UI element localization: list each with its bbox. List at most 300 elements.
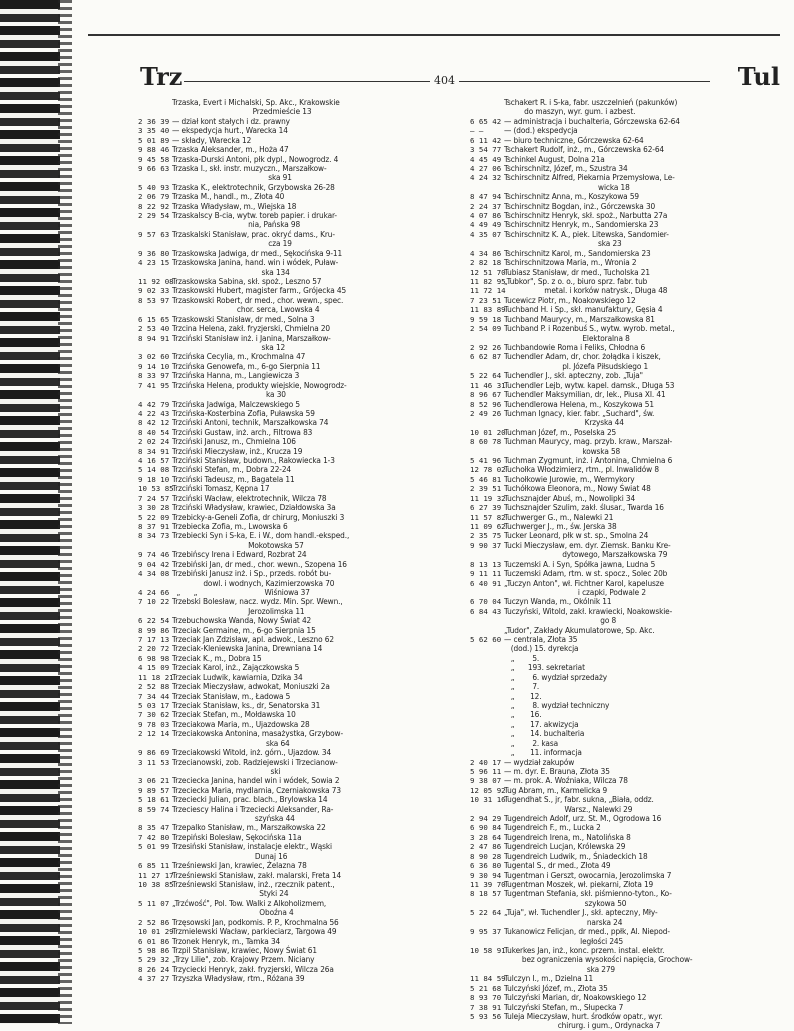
- entry-text: Trzaska Aleksander, m., Hoża 47: [172, 144, 289, 155]
- phone-number: 5 29 32: [138, 955, 170, 965]
- phone-number: 8 34 91: [138, 446, 170, 456]
- entry-text: Trzcińska-Kosterbina Zofia, Puławska 59: [172, 407, 315, 418]
- entry-text: Trzeciak Germaine, m., 6-go Sierpnia 15: [172, 624, 316, 635]
- phone-number: 5 46 81: [470, 474, 502, 484]
- phone-number: [138, 541, 172, 550]
- phone-number: 2 82 18: [470, 258, 502, 268]
- entry-text: Trzeciakowska Antonina, masażystka, Grzybow-: [172, 728, 344, 739]
- page-top-rule: [88, 34, 780, 44]
- entry-text: Trzepalko Stanisław, m., Marszałkowska 22: [172, 822, 326, 833]
- phone-number: 2 94 29: [470, 814, 502, 824]
- phone-number: 4 24 32: [470, 173, 502, 183]
- entry-text: Trzciński Tomasz, Kępna 17: [172, 483, 270, 494]
- phone-number: 7 23 51: [470, 295, 502, 305]
- phone-number: 4 24 66: [138, 587, 170, 597]
- entry-text: — wydział zakupów: [504, 756, 575, 767]
- phone-number: 11 82 95: [470, 277, 506, 287]
- entry-text: Trzaska K., elektrotechnik, Grzybowska 26-28: [172, 181, 335, 192]
- entry-text: Trzeciecka Maria, mydlarnia, Czerniakowska 73: [172, 784, 341, 795]
- entry-text: Tuchendlerowa Helena, m., Koszykowa 51: [504, 398, 654, 409]
- entry-text: Trześniewski Jan, krawiec, Żelazna 78: [172, 860, 307, 871]
- phone-number: 4 34 86: [470, 248, 502, 258]
- phone-number: 3 02 60: [138, 352, 170, 362]
- entry-text: pl. Józefa Piłsudskiego 1: [504, 360, 649, 371]
- phone-number: 8 59 74: [138, 804, 170, 814]
- entry-text: Trzciński Antoni, technik, Marszałkowska 74: [172, 417, 329, 428]
- entry-text: Trzcina Helena, zakł. fryzjerski, Chmielna 20: [172, 323, 331, 334]
- phone-number: [470, 663, 504, 672]
- phone-number: [138, 173, 172, 182]
- entry-text: Trzeciak Stanisław, m., Ładowa 5: [172, 690, 291, 701]
- phone-number: 7 10 22: [138, 597, 170, 607]
- phone-number: 11 46 31: [470, 380, 506, 390]
- phone-number: 9 04 42: [138, 559, 170, 569]
- entry-text: Trzeciak-Kleniewska Janina, Drewniana 14: [172, 643, 323, 654]
- entry-text: Tuchwerger G., m., Nalewki 21: [504, 511, 614, 522]
- phone-number: 11 39 70: [470, 880, 506, 890]
- entry-text: Trzcińska Genowefa, m., 6-go Sierpnia 11: [172, 360, 321, 371]
- phone-number: 5 01 89: [138, 135, 170, 145]
- entry-text: Trzebicky-a-Geneli Zofia, dr chirurg, Moniuszki 3: [172, 511, 345, 522]
- book-binding-edge: [0, 0, 60, 1024]
- entry-text: Trzaska M., handl., m., Złota 40: [172, 191, 285, 202]
- entry-text: Trzciński Stefan, m., Dobra 22-24: [172, 464, 292, 475]
- phone-number: 2 52 86: [138, 917, 170, 927]
- phone-number: 7 30 62: [138, 710, 170, 720]
- entry-text: Tuchband Maurycy, m., Marszałkowska 81: [504, 313, 655, 324]
- entry-text: Krzyska 44: [504, 417, 624, 428]
- entry-text: Tschirschnitz K. A., piek. Litewska, Sandomier-: [504, 228, 669, 239]
- entry-text: Tugendreich Irena, m., Natolińska 8: [504, 831, 631, 842]
- entry-text: i czapki, Podwale 2: [504, 586, 646, 597]
- entry-text: cza 19: [172, 238, 292, 249]
- entry-text: Tukanowicz Felicjan, dr med., ppłk, Al. Niepod-: [504, 926, 670, 937]
- entry-text: Trzeciak Stefan, m., Mołdawska 10: [172, 709, 296, 720]
- phone-number: [470, 965, 504, 974]
- entry-text: Tuczyn Wanda, m., Okólnik 11: [504, 596, 612, 607]
- entry-text: Trzeciescy Halina i Trzeciecki Aleksander, Ra-: [172, 803, 334, 814]
- phone-number: 2 53 40: [138, 324, 170, 334]
- phone-number: 6 70 04: [470, 597, 502, 607]
- entry-text: Tucewicz Piotr, m., Noakowskiego 12: [504, 294, 636, 305]
- entry-text: Trzciński Stanisław inż. i Janina, Marszałkow-: [172, 332, 331, 343]
- phone-number: [470, 918, 504, 927]
- phone-number: 2 06 79: [138, 192, 170, 202]
- phone-number: 8 60 78: [470, 437, 502, 447]
- entry-text: Trzciński Mieczysław, inż., Krucza 19: [172, 445, 303, 456]
- entry-text: go 8: [504, 615, 617, 626]
- phone-number: 4 07 86: [470, 211, 502, 221]
- phone-number: 4 37 27: [138, 974, 170, 984]
- entry-text: Tugentman Moszek, wł. piekarni, Złota 19: [504, 879, 654, 890]
- phone-number: 4 16 57: [138, 456, 170, 466]
- phone-number: 4 34 08: [138, 569, 170, 579]
- entry-text: Tuchendler Adam, dr, chor. żołądka i kiszek,: [504, 351, 661, 362]
- entry-text: Trzciński Stanisław, budown., Rakowiecka 1-3: [172, 455, 335, 466]
- entry-text: Trzaskalski Stanisław, prac. okryć dams., Kru-: [172, 228, 335, 239]
- entry-text: Tukerkes Jan, inż., konc. przem. instal. elektr.: [504, 944, 665, 955]
- entry-text: ska 279: [504, 963, 616, 974]
- phone-number: 9 95 37: [470, 927, 502, 937]
- entry-text: ska 134: [172, 266, 290, 277]
- entry-text: ska 23: [504, 238, 622, 249]
- entry-text: ległości 245: [504, 935, 624, 946]
- phone-number: 9 38 07: [470, 776, 502, 786]
- phone-number: [138, 579, 172, 588]
- entry-text: ska 12: [172, 341, 286, 352]
- entry-text: Tugental S., dr med., Złota 49: [504, 860, 611, 871]
- entry-text: — (dod.) ekspedycja: [504, 125, 578, 136]
- phone-number: 2 40 17: [470, 757, 502, 767]
- phone-number: 8 94 91: [138, 333, 170, 343]
- entry-text: — ekspedycja hurt., Warecka 14: [172, 125, 288, 136]
- entry-text: Trzaska Władysław, m., Wiejska 18: [172, 200, 297, 211]
- page-number: 404: [430, 74, 459, 87]
- entry-text: kowska 58: [504, 445, 621, 456]
- entry-text: Tuchman Ignacy, kier. fabr. „Suchard", św.: [504, 407, 655, 418]
- entry-text: Trzebiński Jan, dr med., chor. wewn., Szopena 16: [172, 558, 347, 569]
- phone-number: [470, 447, 504, 456]
- entry-text: Tuchendler Lejb, wytw. kapel. damsk., Długa 53: [504, 379, 675, 390]
- entry-text: Tschirschnitz, Józef, m., Szustra 34: [504, 162, 628, 173]
- phone-number: [470, 701, 504, 710]
- phone-number: [138, 767, 172, 776]
- phone-number: [470, 729, 504, 738]
- phone-number: 3 06 21: [138, 776, 170, 786]
- entry-text: Trzmielewski Wacław, parkieciarz, Targowa 49: [172, 926, 337, 937]
- phone-number: 4 45 49: [470, 154, 502, 164]
- phone-number: [470, 644, 504, 653]
- phone-number: [470, 673, 504, 682]
- left-column: [138, 98, 458, 1018]
- header-left-word: Trz: [140, 62, 183, 91]
- entry-text: — biuro techniczne, Górczewska 62-64: [504, 134, 644, 145]
- phone-number: 9 36 80: [138, 248, 170, 258]
- entry-text: Tschirschnitz Anna, m., Koszykowa 59: [504, 191, 640, 202]
- phone-number: 6 90 84: [470, 823, 502, 833]
- entry-text: dytowego, Marszałkowska 79: [504, 549, 668, 560]
- phone-number: 3 30 28: [138, 503, 170, 513]
- entry-text: Trzaskowska Jadwiga, dr med., Sękocińska 9-11: [172, 247, 343, 258]
- right-column: [470, 97, 780, 1031]
- phone-number: 4 27 06: [470, 163, 502, 173]
- entry-text: Tuczemski A. i Syn, Spółka jawna, Ludna 5: [504, 558, 656, 569]
- entry-text: Tuchbandowie Roma i Feliks, Chłodna 6: [504, 341, 646, 352]
- phone-number: 8 42 12: [138, 418, 170, 428]
- entry-text: „ 12.: [504, 690, 542, 701]
- entry-text: Tschirschnitz Alfred, Piekarnia Przemysłowa, Le-: [504, 172, 675, 183]
- entry-text: ska 91: [172, 172, 292, 183]
- phone-number: 2 52 88: [138, 682, 170, 692]
- entry-text: Tuleja Mieczysław, hurt. środków opatr., wyr.: [504, 1010, 663, 1021]
- entry-text: Trzaska I., skł. instr. muzyczn., Marszałkow-: [172, 162, 327, 173]
- entry-text: — centrala, Złota 35: [504, 634, 578, 645]
- entry-text: Trzeciak Karol, inż., Zajączkowska 5: [172, 662, 300, 673]
- phone-number: 6 40 91: [470, 578, 502, 588]
- entry-text: Trzesiński Stanisław, instalacje elektr., Wąski: [172, 841, 332, 852]
- phone-number: 9 18 10: [138, 474, 170, 484]
- entry-text: Tuchsznajder Abuś, m., Nowolipki 34: [504, 492, 636, 503]
- header-right-word: Tul: [737, 62, 780, 91]
- entry-text: Tuchendler Maksymilian, dr, lek., Piusa XI. 41: [504, 389, 666, 400]
- directory-entry: [470, 1021, 780, 1030]
- entry-text: chirurg. i gum., Ordynacka 7: [504, 1020, 661, 1031]
- phone-number: 11 18 21: [138, 672, 174, 682]
- entry-text: Tugendreich Lucjan, Królewska 29: [504, 841, 626, 852]
- phone-number: 5 03 17: [138, 701, 170, 710]
- entry-text: Trzciński Wacław, elektrotechnik, Wilcza 78: [172, 492, 327, 503]
- phone-number: 5 22 64: [470, 371, 502, 381]
- phone-number: 6 84 43: [470, 606, 502, 616]
- phone-number: 4 15 09: [138, 663, 170, 673]
- phone-number: [138, 739, 172, 748]
- phone-number: [470, 616, 504, 625]
- phone-number: [138, 343, 172, 352]
- phone-number: 11 92 08: [138, 277, 174, 287]
- entry-text: Tugentman Stefania, skł. piśmienno-tyton., Ko-: [504, 888, 672, 899]
- phone-number: [138, 908, 172, 917]
- entry-text: ski: [172, 765, 281, 776]
- entry-text: „ 193. sekretariat: [504, 662, 585, 673]
- phone-number: 2 24 37: [470, 201, 502, 211]
- phone-number: 5 21 68: [470, 983, 502, 993]
- entry-text: Tschirschnitz Henryk, skł. spoż., Narbutta 27a: [504, 210, 668, 221]
- entry-text: Trześniewski Stanisław, inż., rzecznik patent.,: [172, 879, 335, 890]
- phone-number: 9 30 94: [470, 870, 502, 880]
- phone-number: 5 14 08: [138, 465, 170, 475]
- phone-number: 3 54 77: [470, 145, 502, 155]
- phone-number: 8 33 97: [138, 371, 170, 381]
- entry-text: Tugendreich Adolf, urz. St. M., Ogrodowa 16: [504, 813, 662, 824]
- entry-text: Trzeciak Stanisław, ks., dr, Senatorska 31: [172, 700, 321, 710]
- phone-number: 8 47 94: [470, 192, 502, 202]
- phone-number: 6 36 80: [470, 861, 502, 871]
- phone-number: 8 13 13: [470, 559, 502, 569]
- entry-text: „ 5.: [504, 652, 540, 663]
- phone-number: [470, 937, 504, 946]
- phone-number: 2 12 14: [138, 729, 170, 739]
- phone-number: 8 26 24: [138, 964, 170, 974]
- entry-text: Tucki Mieczysław, em. dyr. Ziemsk. Banku Kre-: [504, 539, 671, 550]
- phone-number: 9 57 63: [138, 229, 170, 239]
- phone-number: [470, 899, 504, 908]
- phone-number: 8 99 86: [138, 625, 170, 635]
- phone-number: 6 98 98: [138, 653, 170, 663]
- phone-number: 8 18 57: [470, 889, 502, 899]
- phone-number: 4 23 15: [138, 258, 170, 268]
- phone-number: 8 37 91: [138, 521, 170, 531]
- entry-text: Tuchman Zygmunt, inż. i Antonina, Chmielna 6: [504, 455, 673, 466]
- entry-text: Tulczyński Marian, dr, Noakowskiego 12: [504, 992, 647, 1003]
- phone-number: 8 53 97: [138, 295, 170, 305]
- phone-number: 9 89 57: [138, 785, 170, 795]
- phone-number: 5 62 60: [470, 635, 502, 645]
- directory-entry: [138, 974, 458, 983]
- entry-text: Trzecianowski, zob. Radziejewski i Trzecianow-: [172, 756, 338, 767]
- phone-number: 6 65 42: [470, 116, 502, 126]
- phone-number: 5 96 11: [470, 766, 502, 776]
- entry-text: Trzęsowski Jan, podkomis. P. P., Krochmalna 56: [172, 916, 339, 927]
- phone-number: [470, 418, 504, 427]
- phone-number: 7 17 13: [138, 635, 170, 645]
- phone-number: 4 42 79: [138, 399, 170, 409]
- entry-text: Tschakert R. i S-ka, fabr. uszczelnień (pakunków): [504, 97, 678, 107]
- entry-text: Tuchsznajder Szulim, zakł. ślusar., Twarda 16: [504, 502, 664, 513]
- phone-number: 10 01 29: [138, 927, 174, 937]
- entry-text: Dunaj 16: [172, 850, 288, 861]
- phone-number: 4 35 07: [470, 229, 502, 239]
- phone-number: [138, 852, 172, 861]
- entry-text: Trzeciak Ludwik, kawiarnia, Dzika 34: [172, 671, 303, 682]
- entry-text: Jerozolimska 11: [172, 605, 305, 616]
- entry-text: Trzeciakowski Witold, inż. górn., Ujazdow. 34: [172, 747, 332, 758]
- phone-number: 11 84 59: [470, 974, 506, 984]
- entry-text: Tugendreich F., m., Lucka 2: [504, 822, 601, 833]
- phone-number: 10 31 16: [470, 795, 506, 805]
- entry-text: Trzaskowski Robert, dr med., chor. wewn., spec.: [172, 294, 344, 305]
- phone-number: 12 05 92: [470, 785, 506, 795]
- entry-text: szyńska 44: [172, 813, 295, 824]
- phone-number: 7 38 91: [470, 1002, 502, 1012]
- entry-text: Trzcińska Cecylia, m., Krochmalna 47: [172, 351, 306, 362]
- phone-number: 5 22 09: [138, 512, 170, 522]
- entry-text: Trzonek Henryk, m., Tamka 34: [172, 935, 281, 946]
- phone-number: 8 40 54: [138, 427, 170, 437]
- entry-text: „ „ Wiśniowa 37: [172, 586, 310, 597]
- entry-text: narska 24: [504, 916, 623, 927]
- entry-text: chor. serca, Lwowska 4: [172, 304, 320, 315]
- phone-number: 10 53 85: [138, 484, 174, 494]
- entry-text: — m. prok. A. Woźniaka, Wilcza 78: [504, 775, 628, 786]
- entry-text: Trzaskowski Hubert, magister farm., Grójecka 45: [172, 285, 347, 296]
- phone-number: 8 93 70: [470, 993, 502, 1003]
- phone-number: [470, 955, 504, 964]
- entry-text: Tuchołka Włodzimierz, rtm., pl. Inwalidów 8: [504, 464, 659, 475]
- entry-text: „ 17. akwizycja: [504, 718, 579, 729]
- entry-text: Trzcińska Helena, produkty wiejskie, Nowogrodz-: [172, 379, 347, 390]
- entry-text: Trzebiński Janusz inż. i Sp., przeds. robót bu-: [172, 568, 332, 579]
- phone-number: 2 29 54: [138, 211, 170, 221]
- entry-text: „Tuja", wł. Tuchendler J., skł. apteczny, Mły-: [504, 907, 658, 918]
- phone-number: [470, 748, 504, 757]
- phone-number: 5 41 96: [470, 456, 502, 466]
- phone-number: [470, 588, 504, 597]
- entry-text: bez ograniczenia wysokości napięcia, Grochow-: [504, 954, 693, 965]
- phone-number: 6 85 11: [138, 861, 170, 871]
- phone-number: 7 42 80: [138, 832, 170, 842]
- phone-number: 4 22 43: [138, 408, 170, 418]
- entry-text: Trzeciak K., m., Dobra 15: [172, 652, 262, 663]
- entry-text: Warsz., Nalewki 29: [504, 803, 633, 814]
- phone-number: [470, 710, 504, 719]
- phone-number: 10 38 85: [138, 880, 174, 890]
- entry-text: Tschirschnitzowa Maria, m., Wronia 2: [504, 257, 637, 268]
- phone-number: 2 02 24: [138, 437, 170, 447]
- phone-number: 11 72 14: [470, 286, 506, 296]
- phone-number: 6 27 39: [470, 503, 502, 513]
- entry-text: „ 2. kasa: [504, 737, 558, 748]
- entry-text: Tulczyński Stefan, m., Słupecka 7: [504, 1001, 624, 1012]
- phone-number: 3 28 64: [470, 832, 502, 842]
- phone-number: [138, 239, 172, 248]
- entry-text: „Tudor", Zakłady Akumulatorowe, Sp. Akc.: [504, 624, 655, 635]
- phone-number: 9 59 18: [470, 314, 502, 324]
- entry-text: Tschirschnitz Henryk, m., Sandomierska 23: [504, 219, 659, 230]
- entry-text: Tucker Leonard, płk w st. sp., Smolna 24: [504, 530, 649, 541]
- phone-number: 11 19 32: [470, 493, 506, 503]
- entry-text: — składy, Warecka 12: [172, 134, 252, 145]
- entry-text: do maszyn, wyr. gum. i azbest.: [504, 106, 636, 117]
- entry-text: — dział kont stałych i dz. prawny: [172, 115, 290, 126]
- entry-text: ska 64: [172, 737, 290, 748]
- entry-text: Trzciński Janusz, m., Chmielna 106: [172, 436, 296, 447]
- entry-text: Trzaska-Durski Antoni, płk dypl., Nowogrodz. 4: [172, 153, 339, 164]
- phone-number: [470, 239, 504, 248]
- entry-text: Tuchman Maurycy, mag. przyb. kraw., Marszał-: [504, 436, 673, 447]
- entry-text: Trzeciecki Julian, prac. blach., Brylowska 14: [172, 794, 328, 805]
- phone-number: 8 90 28: [470, 851, 502, 861]
- entry-text: Trześniewski Stanisław, zakł. malarski, Freta 14: [172, 869, 342, 880]
- phone-number: 5 11 07: [138, 898, 170, 908]
- entry-text: Tugendhat S., jr, fabr. sukna, „Biała, oddz.: [504, 794, 654, 805]
- entry-text: Tuczyński, Witold, zakł. krawiecki, Noakowskie-: [504, 605, 673, 616]
- phone-number: 9 74 46: [138, 550, 170, 560]
- phone-number: 9 02 33: [138, 286, 170, 296]
- phone-number: 8 35 47: [138, 823, 170, 833]
- entry-text: Oboźna 4: [172, 907, 294, 918]
- entry-text: Trzebuchowska Wanda, Nowy Świat 42: [172, 615, 312, 626]
- entry-text: Tuczemski Adam, rtm. w st. spocz., Solec 20b: [504, 568, 668, 579]
- entry-text: „ 14. buchalteria: [504, 728, 585, 739]
- entry-text: Tuchendler J., skł. apteczny, zob. „Tuja": [504, 370, 643, 381]
- phone-number: 9 88 46: [138, 145, 170, 155]
- entry-text: — administracja i buchalteria, Górczewska 62-64: [504, 115, 680, 126]
- entry-text: szykowa 50: [504, 897, 627, 908]
- phone-number: 5 22 64: [470, 908, 502, 918]
- entry-text: „Trzy Lilie", zob. Krajowy Przem. Niciany: [172, 954, 315, 965]
- entry-text: Trzcińska Jadwiga, Malczewskiego 5: [172, 398, 300, 409]
- phone-number: [138, 814, 172, 823]
- entry-text: Tuchółkowa Eleonora, m., Nowy Świat 48: [504, 483, 651, 494]
- entry-text: Trzyciecki Henryk, zakł. fryzjerski, Wilcza 26a: [172, 963, 334, 974]
- phone-number: 6 22 54: [138, 616, 170, 626]
- entry-text: Trzciński Gustaw, inż. arch., Filtrowa 83: [172, 426, 313, 437]
- phone-number: [470, 739, 504, 748]
- phone-number: 2 35 75: [470, 531, 502, 541]
- entry-text: Trzeciak Mieczysław, adwokat, Moniuszki 2a: [172, 681, 330, 692]
- phone-number: 5 98 86: [138, 945, 170, 955]
- entry-text: Trzaskalscy B-cia, wytw. toreb papier. i drukar-: [172, 210, 337, 221]
- phone-number: 5 18 61: [138, 795, 170, 805]
- entry-text: „Tuczyn Anton", wł. Fichtner Karol, kapelusze: [504, 577, 664, 588]
- phone-number: 6 01 86: [138, 936, 170, 946]
- phone-number: 12 78 02: [470, 465, 506, 475]
- entry-text: Trzebiecka Zofia, m., Lwowska 6: [172, 520, 288, 531]
- entry-text: Trzeciakowa Maria, m., Ujazdowska 28: [172, 718, 310, 729]
- phone-number: 9 78 03: [138, 719, 170, 729]
- entry-text: Tug Abram, m., Karmelicka 9: [504, 784, 608, 795]
- phone-number: 5 40 93: [138, 182, 170, 192]
- entry-text: Trzaskowska Sabina, skł. spoż., Leszno 57: [172, 276, 322, 287]
- entry-text: Tugentman i Gerszt, owocarnia, Jerozolimska 7: [504, 869, 672, 880]
- phone-number: 7 34 44: [138, 691, 170, 701]
- entry-text: dowl. i wodnych, Kazimierzowska 70: [172, 577, 335, 588]
- entry-text: Tschirschnitz Bogdan, inż., Górczewska 30: [504, 200, 656, 211]
- phone-number: [138, 98, 172, 107]
- entry-text: Trzciński Władysław, krawiec, Działdowska 3a: [172, 502, 336, 513]
- phone-number: [470, 654, 504, 663]
- entry-text: nia, Pańska 98: [172, 219, 301, 230]
